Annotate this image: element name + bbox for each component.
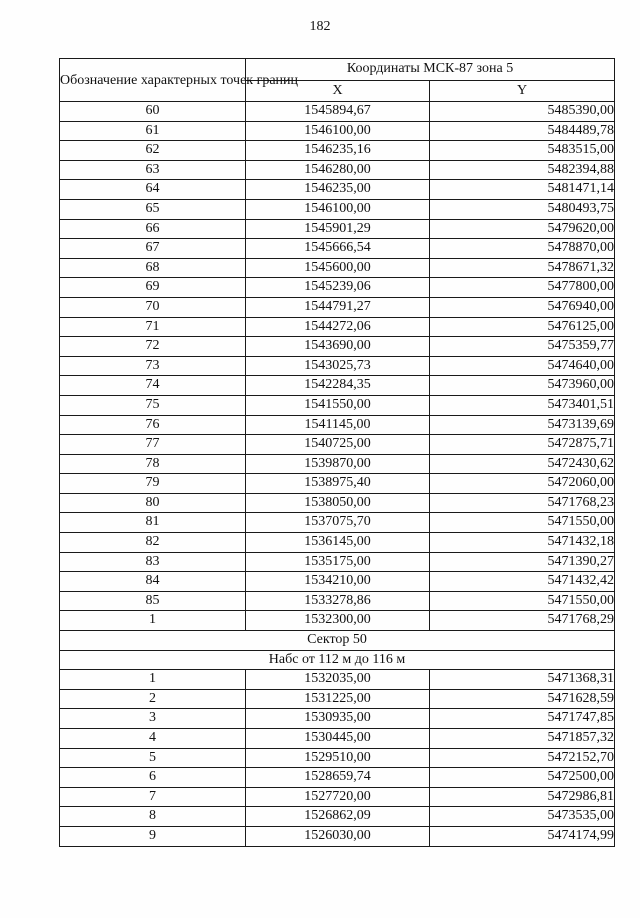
x-cell: 1530935,00 bbox=[246, 709, 430, 729]
point-cell: 73 bbox=[60, 356, 246, 376]
table-row bbox=[60, 454, 615, 474]
y-cell: 5482394,88 bbox=[430, 160, 615, 180]
table-row bbox=[60, 395, 615, 415]
x-cell: 1528659,74 bbox=[246, 768, 430, 788]
table-row bbox=[60, 611, 615, 631]
point-cell: 62 bbox=[60, 141, 246, 161]
table-row bbox=[60, 356, 615, 376]
x-cell: 1539870,00 bbox=[246, 454, 430, 474]
point-cell: 71 bbox=[60, 317, 246, 337]
table-row bbox=[60, 317, 615, 337]
table-row bbox=[60, 474, 615, 494]
y-cell: 5485390,00 bbox=[430, 102, 615, 122]
x-cell: 1530445,00 bbox=[246, 729, 430, 749]
x-cell: 1546100,00 bbox=[246, 199, 430, 219]
table-row bbox=[60, 376, 615, 396]
page-number: 182 bbox=[309, 19, 331, 34]
x-cell: 1543025,73 bbox=[246, 356, 430, 376]
table-row bbox=[60, 768, 615, 788]
x-cell: 1543690,00 bbox=[246, 337, 430, 357]
table-header bbox=[60, 59, 615, 102]
table-row bbox=[60, 552, 615, 572]
x-cell: 1538975,40 bbox=[246, 474, 430, 494]
point-cell: 80 bbox=[60, 493, 246, 513]
point-cell: 7 bbox=[60, 787, 246, 807]
y-cell: 5472430,62 bbox=[430, 454, 615, 474]
x-cell: 1546100,00 bbox=[246, 121, 430, 141]
x-cell: 1545666,54 bbox=[246, 239, 430, 259]
y-cell: 5478671,32 bbox=[430, 258, 615, 278]
y-cell: 5471768,29 bbox=[430, 611, 615, 631]
y-cell: 5473535,00 bbox=[430, 807, 615, 827]
x-cell: 1545600,00 bbox=[246, 258, 430, 278]
point-cell: 77 bbox=[60, 435, 246, 455]
point-cell: 83 bbox=[60, 552, 246, 572]
table-row bbox=[60, 670, 615, 690]
header-y: Y bbox=[430, 80, 615, 102]
table-row bbox=[60, 729, 615, 749]
point-cell: 69 bbox=[60, 278, 246, 298]
table-row bbox=[60, 787, 615, 807]
y-cell: 5475359,77 bbox=[430, 337, 615, 357]
table-row bbox=[60, 278, 615, 298]
point-cell: 5 bbox=[60, 748, 246, 768]
y-cell: 5471550,00 bbox=[430, 591, 615, 611]
y-cell: 5471747,85 bbox=[430, 709, 615, 729]
header-x: X bbox=[246, 80, 430, 102]
point-cell: 61 bbox=[60, 121, 246, 141]
point-cell: 2 bbox=[60, 689, 246, 709]
x-cell: 1533278,86 bbox=[246, 591, 430, 611]
y-cell: 5471432,42 bbox=[430, 572, 615, 592]
height-range: Набс от 112 м до 116 м bbox=[60, 650, 615, 670]
table-row bbox=[60, 572, 615, 592]
table-row bbox=[60, 415, 615, 435]
x-cell: 1527720,00 bbox=[246, 787, 430, 807]
point-cell: 68 bbox=[60, 258, 246, 278]
point-cell: 1 bbox=[60, 611, 246, 631]
table-row bbox=[60, 180, 615, 200]
table-row bbox=[60, 297, 615, 317]
block1-rows bbox=[60, 102, 615, 631]
x-cell: 1532300,00 bbox=[246, 611, 430, 631]
sector-header bbox=[60, 631, 615, 670]
y-cell: 5472060,00 bbox=[430, 474, 615, 494]
y-cell: 5471368,31 bbox=[430, 670, 615, 690]
x-cell: 1542284,35 bbox=[246, 376, 430, 396]
x-cell: 1546280,00 bbox=[246, 160, 430, 180]
coordinates-table bbox=[59, 58, 615, 847]
point-cell: 6 bbox=[60, 768, 246, 788]
x-cell: 1526862,09 bbox=[246, 807, 430, 827]
x-cell: 1545239,06 bbox=[246, 278, 430, 298]
point-cell: 76 bbox=[60, 415, 246, 435]
y-cell: 5479620,00 bbox=[430, 219, 615, 239]
y-cell: 5472152,70 bbox=[430, 748, 615, 768]
header-coords: Координаты МСК-87 зона 5 bbox=[246, 59, 615, 81]
y-cell: 5474174,99 bbox=[430, 826, 615, 846]
x-cell: 1536145,00 bbox=[246, 533, 430, 553]
table-row bbox=[60, 160, 615, 180]
header-point: Обозначение характерных точек границ bbox=[60, 59, 246, 102]
y-cell: 5471550,00 bbox=[430, 513, 615, 533]
x-cell: 1537075,70 bbox=[246, 513, 430, 533]
x-cell: 1531225,00 bbox=[246, 689, 430, 709]
table-row bbox=[60, 435, 615, 455]
sector-title: Сектор 50 bbox=[60, 631, 615, 651]
table-row bbox=[60, 748, 615, 768]
x-cell: 1535175,00 bbox=[246, 552, 430, 572]
y-cell: 5472875,71 bbox=[430, 435, 615, 455]
y-cell: 5476125,00 bbox=[430, 317, 615, 337]
point-cell: 1 bbox=[60, 670, 246, 690]
table-row bbox=[60, 689, 615, 709]
y-cell: 5473139,69 bbox=[430, 415, 615, 435]
y-cell: 5477800,00 bbox=[430, 278, 615, 298]
x-cell: 1540725,00 bbox=[246, 435, 430, 455]
y-cell: 5476940,00 bbox=[430, 297, 615, 317]
x-cell: 1526030,00 bbox=[246, 826, 430, 846]
point-cell: 81 bbox=[60, 513, 246, 533]
y-cell: 5473960,00 bbox=[430, 376, 615, 396]
y-cell: 5484489,78 bbox=[430, 121, 615, 141]
y-cell: 5471432,18 bbox=[430, 533, 615, 553]
x-cell: 1538050,00 bbox=[246, 493, 430, 513]
x-cell: 1541145,00 bbox=[246, 415, 430, 435]
point-cell: 64 bbox=[60, 180, 246, 200]
x-cell: 1546235,00 bbox=[246, 180, 430, 200]
table-row bbox=[60, 709, 615, 729]
table-row bbox=[60, 807, 615, 827]
point-cell: 78 bbox=[60, 454, 246, 474]
y-cell: 5471628,59 bbox=[430, 689, 615, 709]
point-cell: 3 bbox=[60, 709, 246, 729]
x-cell: 1544791,27 bbox=[246, 297, 430, 317]
point-cell: 70 bbox=[60, 297, 246, 317]
x-cell: 1529510,00 bbox=[246, 748, 430, 768]
point-cell: 84 bbox=[60, 572, 246, 592]
table-row bbox=[60, 591, 615, 611]
point-cell: 82 bbox=[60, 533, 246, 553]
y-cell: 5483515,00 bbox=[430, 141, 615, 161]
x-cell: 1545894,67 bbox=[246, 102, 430, 122]
table-row bbox=[60, 199, 615, 219]
y-cell: 5471390,27 bbox=[430, 552, 615, 572]
y-cell: 5471768,23 bbox=[430, 493, 615, 513]
table-row bbox=[60, 141, 615, 161]
table-row bbox=[60, 533, 615, 553]
point-cell: 66 bbox=[60, 219, 246, 239]
y-cell: 5472986,81 bbox=[430, 787, 615, 807]
x-cell: 1544272,06 bbox=[246, 317, 430, 337]
y-cell: 5481471,14 bbox=[430, 180, 615, 200]
point-cell: 4 bbox=[60, 729, 246, 749]
x-cell: 1541550,00 bbox=[246, 395, 430, 415]
point-cell: 9 bbox=[60, 826, 246, 846]
table-row bbox=[60, 219, 615, 239]
y-cell: 5474640,00 bbox=[430, 356, 615, 376]
table-row bbox=[60, 826, 615, 846]
y-cell: 5480493,75 bbox=[430, 199, 615, 219]
point-cell: 74 bbox=[60, 376, 246, 396]
table-row bbox=[60, 239, 615, 259]
point-cell: 72 bbox=[60, 337, 246, 357]
table-row bbox=[60, 102, 615, 122]
y-cell: 5472500,00 bbox=[430, 768, 615, 788]
table-row bbox=[60, 513, 615, 533]
block2-rows bbox=[60, 670, 615, 846]
point-cell: 75 bbox=[60, 395, 246, 415]
y-cell: 5478870,00 bbox=[430, 239, 615, 259]
table-row bbox=[60, 337, 615, 357]
point-cell: 8 bbox=[60, 807, 246, 827]
point-cell: 85 bbox=[60, 591, 246, 611]
point-cell: 63 bbox=[60, 160, 246, 180]
x-cell: 1546235,16 bbox=[246, 141, 430, 161]
x-cell: 1534210,00 bbox=[246, 572, 430, 592]
point-cell: 67 bbox=[60, 239, 246, 259]
x-cell: 1532035,00 bbox=[246, 670, 430, 690]
y-cell: 5471857,32 bbox=[430, 729, 615, 749]
table-row bbox=[60, 121, 615, 141]
x-cell: 1545901,29 bbox=[246, 219, 430, 239]
y-cell: 5473401,51 bbox=[430, 395, 615, 415]
point-cell: 79 bbox=[60, 474, 246, 494]
point-cell: 65 bbox=[60, 199, 246, 219]
point-cell: 60 bbox=[60, 102, 246, 122]
table-row bbox=[60, 493, 615, 513]
table-row bbox=[60, 258, 615, 278]
